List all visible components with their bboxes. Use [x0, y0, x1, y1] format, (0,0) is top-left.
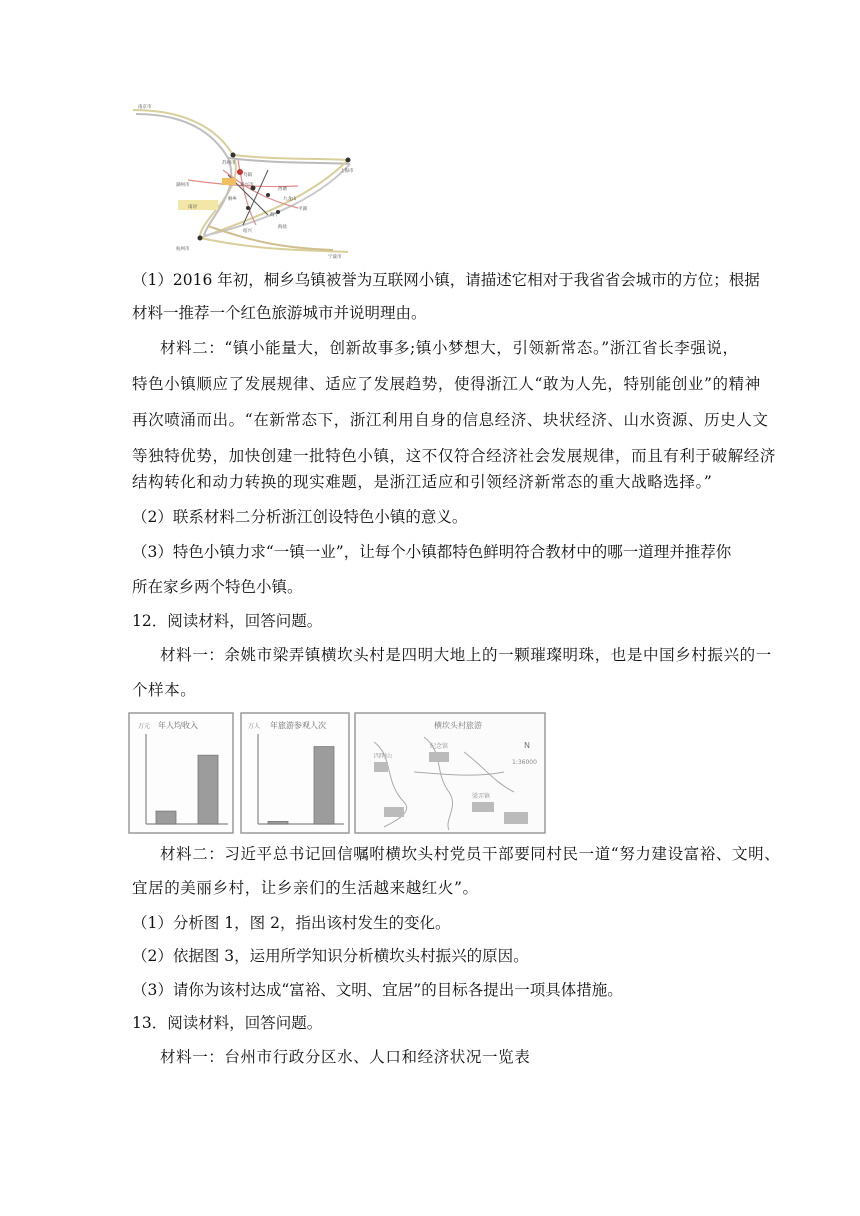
- figure-2-visitors-chart: [240, 712, 350, 834]
- q11-material2-line2: 特色小镇顺应了发展规律、适应了发展趋势，使得浙江人“敢为人先，特别能创业”的精神: [132, 375, 761, 393]
- map-label: 平湖: [298, 207, 307, 212]
- q11-material2-line3: 再次喷涌而出。“在新常态下，浙江利用自身的信息经济、块状经济、山水资源、历史人文: [132, 411, 769, 429]
- map-label: 海宁: [270, 213, 279, 218]
- figure-3-title: 横坎头村旅游: [434, 721, 482, 730]
- bar-2-1: [268, 821, 288, 824]
- q11-material2-line5: 结构转化和动力转换的现实难题，是浙江适应和引领经济新常态的重大战略选择。”: [132, 473, 713, 491]
- figure-1-income-chart: [128, 712, 234, 834]
- figure-3-label: 梁弄镇: [472, 793, 491, 800]
- figure-1-title: 年人均收入: [158, 721, 198, 730]
- bar-1-1: [156, 811, 176, 824]
- map-label: 海盐: [278, 225, 287, 230]
- q12-sub3: （3）请你为该村达成“富裕、文明、宜居”的目标各提出一项具体措施。: [132, 981, 623, 999]
- q11-material2-line1: 材料二：“镇小能量大，创新故事多;镇小梦想大，引领新常态。”浙江省长李强说，: [160, 339, 739, 357]
- map-label: 杭州市: [176, 247, 190, 252]
- q11-sub1-line2: 材料一推荐一个红色旅游城市并说明理由。: [132, 304, 427, 322]
- q11-sub3-line2: 所在家乡两个特色小镇。: [132, 578, 303, 596]
- map-label: 西塘: [278, 187, 287, 192]
- q11-sub2: （2）联系材料二分析浙江创设特色小镇的意义。: [132, 508, 468, 526]
- figure-3-north: N: [524, 741, 530, 750]
- q13-heading: 13．阅读材料，回答问题。: [132, 1014, 323, 1032]
- map-label: 九龙山: [283, 197, 297, 202]
- map-label: 苏州市: [222, 161, 236, 166]
- q12-material1-line2: 个样本。: [132, 681, 197, 699]
- figure-3-village-map: [354, 712, 546, 834]
- map-label: 南京市: [138, 105, 152, 110]
- figure-2-ylabel: 万人: [248, 723, 261, 730]
- route-map-figure: [128, 100, 364, 260]
- map-label: 南浔: [188, 205, 197, 210]
- q11-material2-line4: 等独特优势，加快创建一批特色小镇，这不仅符合经济社会发展规律，而且有利于破解经济: [132, 447, 777, 465]
- q12-material2-line2: 宜居的美丽乡村，让乡亲们的生活越来越红火”。: [132, 879, 479, 897]
- map-label: 宁波市: [328, 255, 342, 260]
- bar-1-2: [198, 755, 218, 824]
- q12-heading: 12．阅读材料，回答问题。: [132, 612, 323, 630]
- map-label: 上海市: [340, 169, 354, 174]
- map-label: 桐乡: [228, 197, 237, 202]
- figure-3-label: 四明山: [374, 753, 393, 760]
- figure-2-title: 年旅游参观人次: [270, 721, 326, 730]
- figure-1-ylabel: 万元: [138, 723, 151, 730]
- map-label: 绍兴: [243, 229, 252, 234]
- figure-3-scale: 1:36000: [512, 759, 537, 766]
- q12-sub1: （1）分析图 1，图 2，指出该村发生的变化。: [132, 914, 451, 932]
- q12-sub2: （2）依据图 3，运用所学知识分析横坎头村振兴的原因。: [132, 947, 529, 965]
- q11-sub3-line1: （3）特色小镇力求“一镇一业”，让每个小镇都特色鲜明符合教材中的哪一道理并推荐你: [132, 543, 732, 561]
- bar-2-2: [314, 747, 334, 824]
- q11-sub1-line1: （1）2016 年初，桐乡乌镇被誉为互联网小镇，请描述它相对于我省省会城市的方位；根据: [132, 271, 760, 289]
- map-label: 嘉兴市: [240, 183, 254, 188]
- q12-material1-line1: 材料一：余姚市梁弄镇横坎头村是四明大地上的一颗璀璨明珠，也是中国乡村振兴的一: [160, 646, 772, 664]
- figure-3-label: 纪念馆: [430, 743, 449, 750]
- q12-material2-line1: 材料二：习近平总书记回信嘱咐横坎头村党员干部要同村民一道“努力建设富裕、文明、: [160, 845, 781, 863]
- map-label: 湖州市: [176, 183, 190, 188]
- map-label: 乌镇: [243, 173, 252, 178]
- q13-material1: 材料一：台州市行政分区水、人口和经济状况一览表: [160, 1048, 531, 1066]
